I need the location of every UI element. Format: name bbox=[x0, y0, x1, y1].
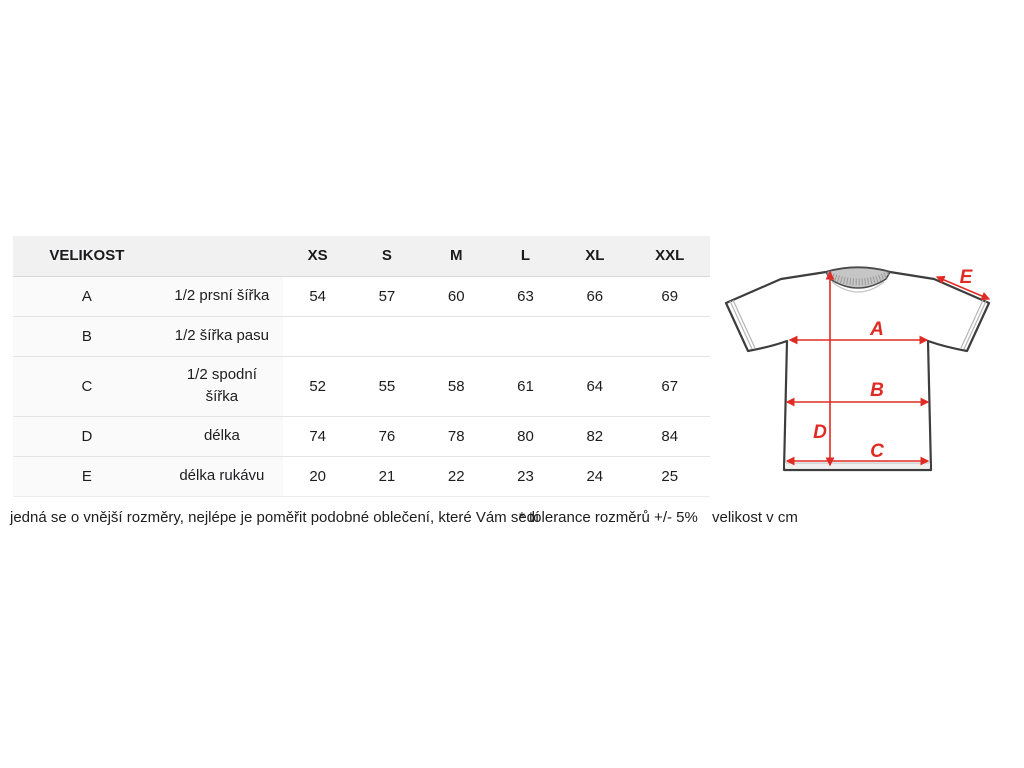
dimension-letter-cell: C bbox=[13, 356, 161, 416]
tshirt-outline bbox=[726, 268, 989, 471]
size-value-cell: 25 bbox=[629, 456, 710, 496]
size-column-header-m: M bbox=[422, 236, 491, 276]
size-value-cell: 69 bbox=[629, 276, 710, 316]
tolerance-note: * tolerance rozměrů +/- 5% bbox=[519, 509, 698, 526]
dimension-name: délka rukávu bbox=[179, 467, 265, 485]
size-value-cell: 67 bbox=[629, 356, 710, 416]
size-value-cell: 74 bbox=[283, 416, 352, 456]
footnotes bbox=[0, 509, 1024, 529]
table-header-spacer bbox=[161, 236, 283, 276]
dimension-name-cell bbox=[161, 416, 283, 456]
size-value-cell: 84 bbox=[629, 416, 710, 456]
size-value-cell: 24 bbox=[560, 456, 629, 496]
size-value-cell bbox=[352, 316, 421, 356]
size-table-container bbox=[13, 236, 710, 497]
size-value-cell: 21 bbox=[352, 456, 421, 496]
size-column-header-s: S bbox=[352, 236, 421, 276]
size-value-cell: 54 bbox=[283, 276, 352, 316]
dimension-name: 1/2 spodní šířka bbox=[186, 366, 257, 405]
size-value-cell: 52 bbox=[283, 356, 352, 416]
dimension-letter-cell: B bbox=[13, 316, 161, 356]
table-row-e bbox=[13, 456, 710, 496]
dimension-letter-cell: E bbox=[13, 456, 161, 496]
size-value-cell: 55 bbox=[352, 356, 421, 416]
size-value-cell: 64 bbox=[560, 356, 629, 416]
dimension-letter-cell: A bbox=[13, 276, 161, 316]
size-value-cell bbox=[629, 316, 710, 356]
size-value-cell: 60 bbox=[422, 276, 491, 316]
size-value-cell: 66 bbox=[560, 276, 629, 316]
dimension-name-cell bbox=[161, 456, 283, 496]
table-header-row bbox=[13, 236, 710, 276]
arrow-label-c: C bbox=[870, 441, 884, 462]
size-column-header-xl: XL bbox=[560, 236, 629, 276]
size-column-header-xs: XS bbox=[283, 236, 352, 276]
hem-band bbox=[785, 463, 930, 468]
table-header-velikost: VELIKOST bbox=[13, 236, 161, 276]
dimension-name-cell bbox=[161, 356, 283, 416]
size-value-cell bbox=[422, 316, 491, 356]
measure-hint-note: jedná se o vnější rozměry, nejlépe je poměřit podobné oblečení, které Vám sedí bbox=[10, 509, 540, 526]
size-value-cell: 78 bbox=[422, 416, 491, 456]
size-value-cell: 23 bbox=[491, 456, 560, 496]
dimension-name-cell bbox=[161, 276, 283, 316]
size-value-cell: 22 bbox=[422, 456, 491, 496]
size-value-cell: 58 bbox=[422, 356, 491, 416]
arrow-label-b: B bbox=[870, 380, 884, 401]
dimension-name: 1/2 šířka pasu bbox=[174, 327, 269, 345]
dimension-name-cell bbox=[161, 316, 283, 356]
arrow-label-e: E bbox=[959, 267, 973, 288]
table-row-b bbox=[13, 316, 710, 356]
size-value-cell bbox=[491, 316, 560, 356]
size-value-cell: 61 bbox=[491, 356, 560, 416]
size-value-cell bbox=[560, 316, 629, 356]
size-value-cell: 80 bbox=[491, 416, 560, 456]
tshirt-measurement-diagram bbox=[700, 250, 1020, 485]
dimension-letter-cell: D bbox=[13, 416, 161, 456]
size-value-cell: 76 bbox=[352, 416, 421, 456]
size-value-cell bbox=[283, 316, 352, 356]
size-value-cell: 82 bbox=[560, 416, 629, 456]
size-table bbox=[13, 236, 710, 497]
table-row-c bbox=[13, 356, 710, 416]
unit-note: velikost v cm bbox=[712, 509, 798, 526]
table-row-a bbox=[13, 276, 710, 316]
size-value-cell: 20 bbox=[283, 456, 352, 496]
arrow-label-a: A bbox=[870, 319, 884, 340]
size-column-header-xxl: XXL bbox=[629, 236, 710, 276]
dimension-name: délka bbox=[203, 427, 240, 445]
size-column-header-l: L bbox=[491, 236, 560, 276]
size-value-cell: 57 bbox=[352, 276, 421, 316]
dimension-name: 1/2 prsní šířka bbox=[174, 287, 270, 305]
arrow-label-d: D bbox=[813, 422, 827, 443]
table-row-d bbox=[13, 416, 710, 456]
size-value-cell: 63 bbox=[491, 276, 560, 316]
